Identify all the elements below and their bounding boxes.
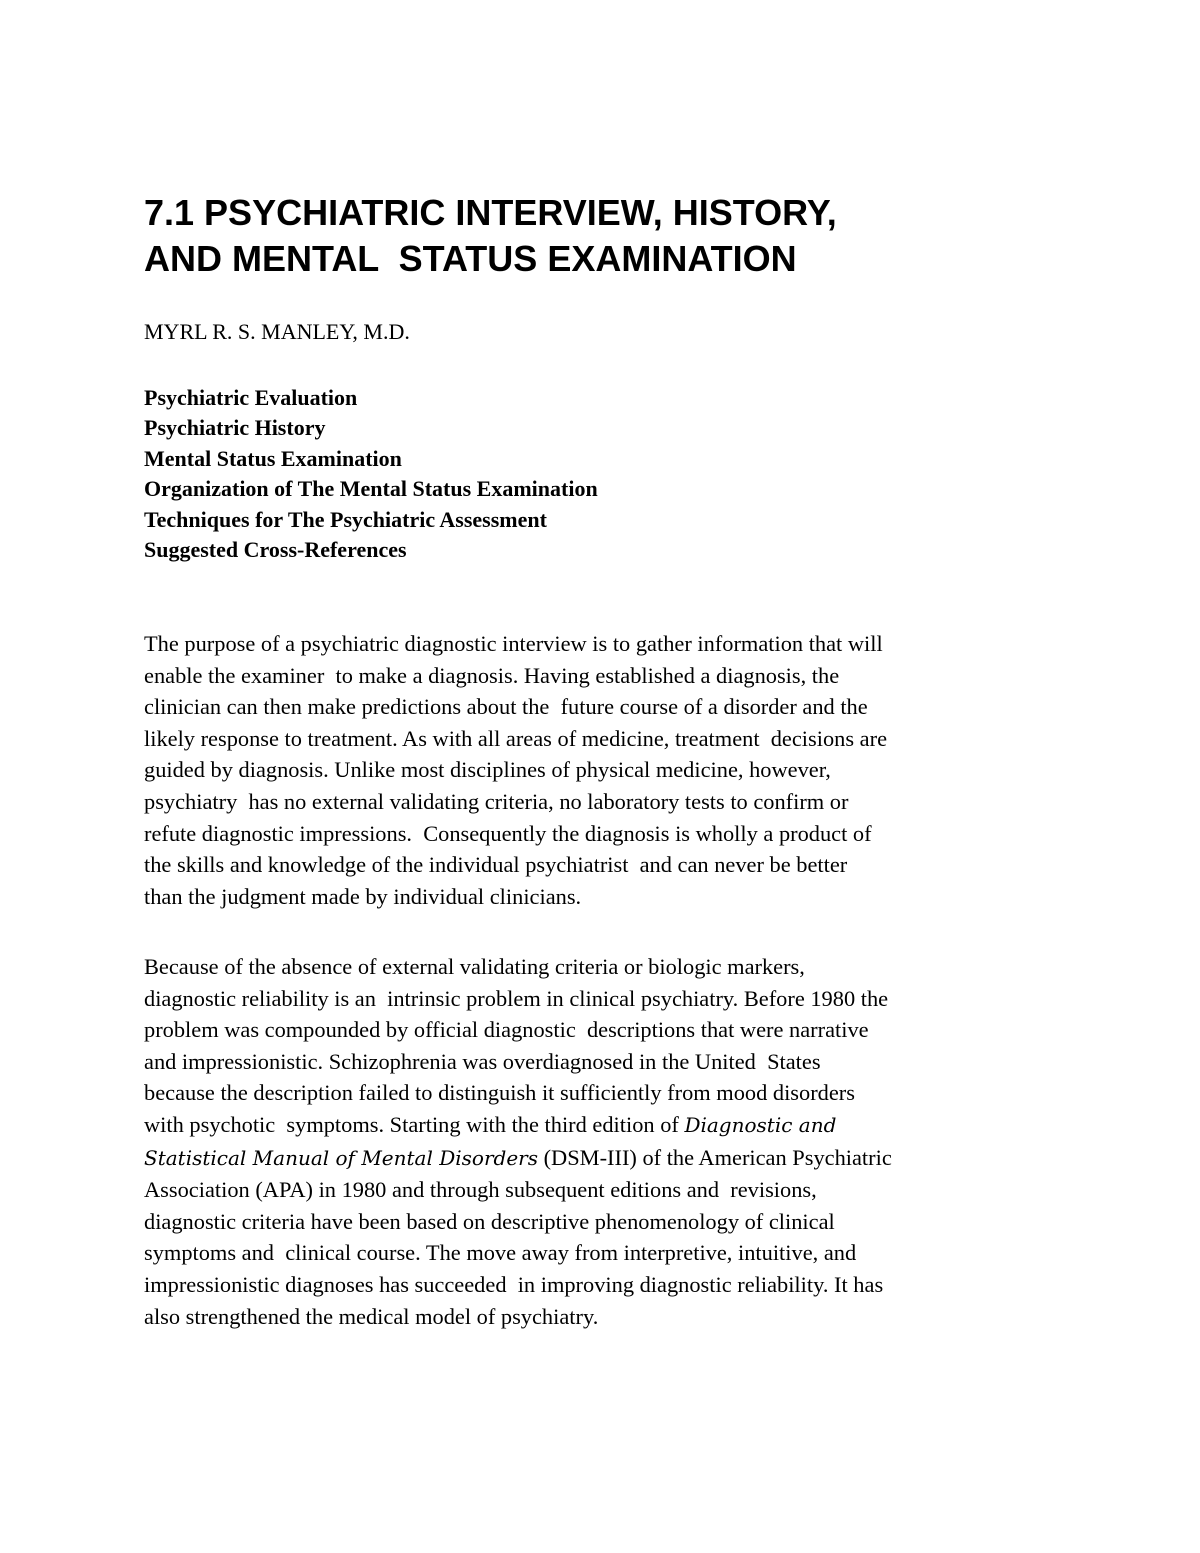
text-line: diagnostic reliability is an intrinsic problem in clinical psychiatry. Before 1980 the	[144, 985, 889, 1011]
section-list	[144, 383, 598, 565]
text-line: diagnostic criteria have been based on descriptive phenomenology of clinical	[144, 1208, 835, 1234]
chapter-title-line-1: 7.1 PSYCHIATRIC INTERVIEW, HISTORY,	[144, 192, 837, 233]
text-segment: (DSM-III) of the American Psychiatric	[537, 1144, 892, 1170]
text-line: than the judgment made by individual clinicians.	[144, 883, 582, 909]
chapter-title	[144, 190, 837, 282]
text-line: likely response to treatment. As with all areas of medicine, treatment decisions are	[144, 725, 888, 751]
text-line: Because of the absence of external validating criteria or biologic markers,	[144, 954, 805, 979]
text-segment: with psychotic symptoms. Starting with the third edition of	[144, 1111, 685, 1137]
section-item: Suggested Cross-References	[144, 537, 407, 563]
text-line	[144, 1142, 892, 1175]
text-line: symptoms and clinical course. The move away from interpretive, intuitive, and	[144, 1240, 857, 1266]
book-title-italic: Diagnostic and	[684, 1112, 837, 1137]
text-line: problem was compounded by official diagnostic descriptions that were narrative	[144, 1017, 869, 1043]
chapter-title-line-2: AND MENTAL STATUS EXAMINATION	[144, 238, 797, 279]
body-paragraph-2	[144, 951, 892, 1332]
text-line: guided by diagnosis. Unlike most disciplines of physical medicine, however,	[144, 757, 831, 783]
section-item: Psychiatric Evaluation	[144, 385, 358, 410]
text-line: The purpose of a psychiatric diagnostic interview is to gather information that will	[144, 631, 883, 656]
text-line: and impressionistic. Schizophrenia was overdiagnosed in the United States	[144, 1048, 821, 1074]
book-title-italic: Statistical Manual of Mental Disorders	[144, 1145, 538, 1170]
text-line	[144, 1109, 892, 1142]
text-line: enable the examiner to make a diagnosis. Having established a diagnosis, the	[144, 662, 840, 688]
text-line: Association (APA) in 1980 and through subsequent editions and revisions,	[144, 1177, 817, 1203]
section-item: Mental Status Examination	[144, 445, 402, 471]
text-line: refute diagnostic impressions. Consequently the diagnosis is wholly a product of	[144, 820, 872, 846]
body-paragraph-1	[144, 628, 887, 912]
text-line: clinician can then make predictions about the future course of a disorder and the	[144, 694, 868, 720]
text-line: because the description failed to distinguish it sufficiently from mood disorders	[144, 1080, 855, 1106]
section-item: Techniques for The Psychiatric Assessment	[144, 506, 547, 532]
text-line: the skills and knowledge of the individual psychiatrist and can never be better	[144, 852, 848, 878]
section-item: Psychiatric History	[144, 415, 326, 441]
section-item: Organization of The Mental Status Examination	[144, 476, 598, 502]
author-name: MYRL R. S. MANLEY, M.D.	[144, 319, 410, 344]
text-line: psychiatry has no external validating criteria, no laboratory tests to confirm or	[144, 788, 849, 814]
text-line: impressionistic diagnoses has succeeded in improving diagnostic reliability. It has	[144, 1271, 884, 1297]
text-line: also strengthened the medical model of psychiatry.	[144, 1303, 599, 1329]
